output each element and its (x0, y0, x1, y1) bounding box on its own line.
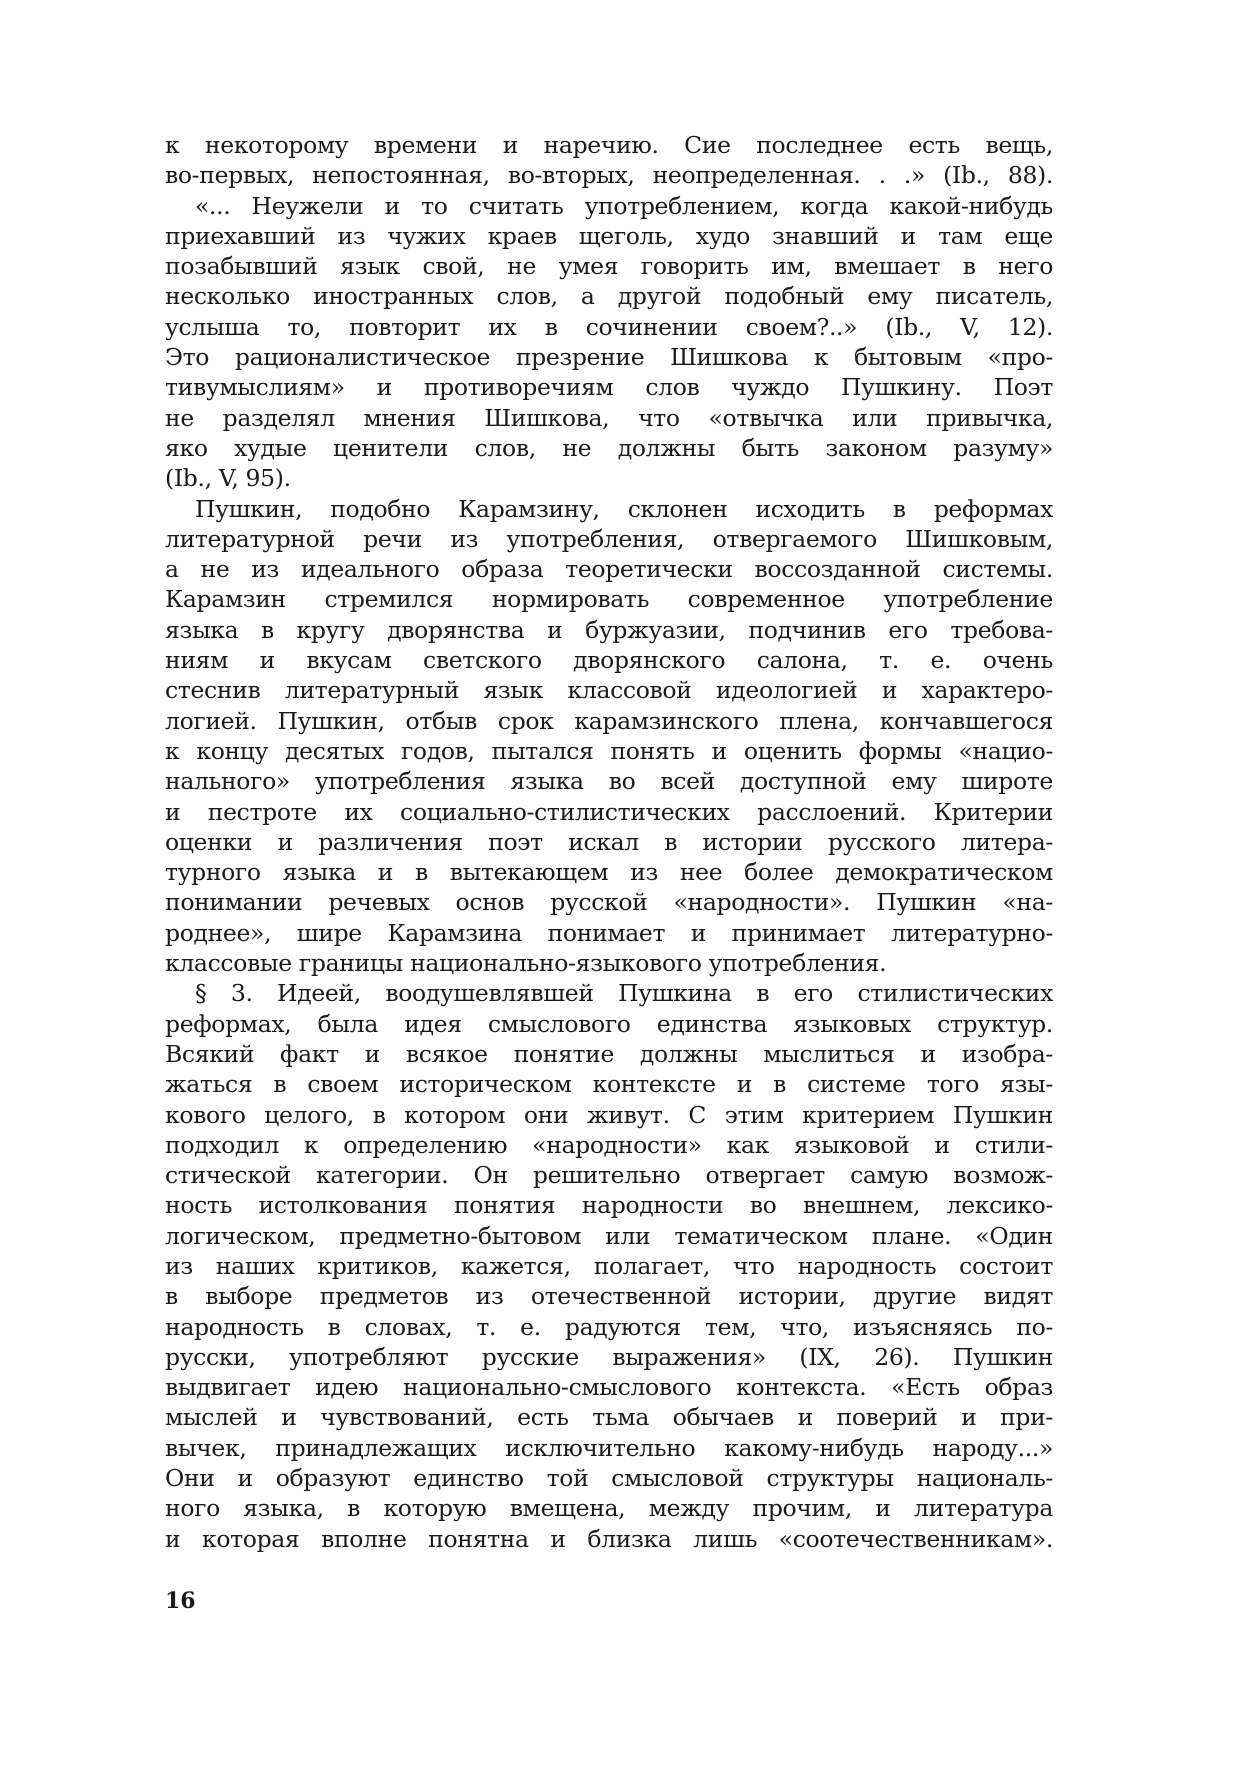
text-line: подходил к определению «народности» как языковой и стили- (165, 1130, 1053, 1159)
text-line: Это рационалистическое презрение Шишкова к бытовым «про- (165, 343, 1053, 372)
text-line: языка в кругу дворянства и буржуазии, подчинив его требова- (165, 615, 1053, 644)
text-line: к концу десятых годов, пытался понять и оценить формы «нацио- (165, 736, 1053, 765)
text-line: и которая вполне понятна и близка лишь «соотечественникам». (165, 1524, 1053, 1553)
paragraph-1 (165, 130, 1053, 191)
text-line: роднее», шире Карамзина понимает и принимает литературно- (165, 918, 1053, 947)
text-line: понимании речевых основ русской «народности». Пушкин «на- (165, 888, 1053, 917)
text-line: оценки и различения поэт искал в истории русского литера- (165, 827, 1053, 856)
text-line: кового целого, в котором они живут. С этим критерием Пушкин (165, 1100, 1053, 1129)
text-line: § 3. Идеей, воодушевлявшей Пушкина в его стилистических (195, 979, 1053, 1008)
text-line: из наших критиков, кажется, полагает, что народность состоит (165, 1251, 1053, 1280)
paragraph-3 (165, 494, 1053, 979)
text-line: жаться в своем историческом контексте и в системе того язы- (165, 1070, 1053, 1099)
text-line: во-первых, непостоянная, во-вторых, неопределенная. . .» (Ib., 88). (165, 161, 1053, 190)
text-line: стической категории. Он решительно отвергает самую возмож- (165, 1161, 1053, 1190)
text-line: а не из идеального образа теоретически воссозданной системы. (165, 555, 1053, 584)
text-line: не разделял мнения Шишкова, что «отвычка или привычка, (165, 403, 1053, 432)
text-line: вычек, принадлежащих исключительно какому-нибудь народу...» (165, 1433, 1053, 1462)
text-line: (Ib., V, 95). (165, 464, 291, 493)
text-line: тивумыслиям» и противоречиям слов чуждо Пушкину. Поэт (165, 373, 1053, 402)
text-line: приехавший из чужих краев щеголь, худо знавший и там еще (165, 221, 1053, 250)
text-line: позабывший язык свой, не умея говорить им, вмешает в него (165, 252, 1053, 281)
page-number: 16 (165, 1588, 196, 1614)
text-line: нального» употребления языка во всей доступной ему широте (165, 767, 1053, 796)
text-line: выдвигает идею национально-смыслового контекста. «Есть образ (165, 1373, 1053, 1402)
paragraph-4 (165, 978, 1053, 1554)
text-line: услыша то, повторит их в сочинении своем?..» (Ib., V, 12). (165, 312, 1053, 341)
page-body (165, 130, 1053, 1554)
text-line: мыслей и чувствований, есть тьма обычаев и поверий и при- (165, 1403, 1053, 1432)
text-line: Всякий факт и всякое понятие должны мыслиться и изобра- (165, 1039, 1053, 1068)
text-line: Они и образуют единство той смысловой структуры националь- (165, 1464, 1053, 1493)
text-line: Пушкин, подобно Карамзину, склонен исходить в реформах (195, 494, 1053, 523)
text-line: народность в словах, т. е. радуются тем, что, изъясняясь по- (165, 1312, 1053, 1341)
text-line: классовые границы национально-языкового употребления. (165, 949, 887, 978)
text-line: в выборе предметов из отечественной истории, другие видят (165, 1282, 1053, 1311)
paragraph-2 (165, 191, 1053, 494)
text-line: логией. Пушкин, отбыв срок карамзинского плена, кончавшегося (165, 706, 1053, 735)
text-line: ность истолкования понятия народности во внешнем, лексико- (165, 1191, 1053, 1220)
text-line: и пестроте их социально-стилистических расслоений. Критерии (165, 797, 1053, 826)
text-line: к некоторому времени и наречию. Сие последнее есть вещь, (165, 131, 1053, 159)
text-line: несколько иностранных слов, а другой подобный ему писатель, (165, 282, 1053, 311)
text-line: ниям и вкусам светского дворянского салона, т. е. очень (165, 646, 1053, 675)
text-line: «... Неужели и то считать употреблением, когда какой-нибудь (195, 191, 1053, 220)
text-line: яко худые ценители слов, не должны быть законом разуму» (165, 433, 1053, 462)
text-line: реформах, была идея смыслового единства языковых структур. (165, 1009, 1053, 1038)
text-line: литературной речи из употребления, отвергаемого Шишковым, (165, 524, 1053, 553)
text-line: Карамзин стремился нормировать современное употребление (165, 585, 1053, 614)
text-line: турного языка и в вытекающем из нее более демократическом (165, 858, 1053, 887)
text-line: русски, употребляют русские выражения» (IX, 26). Пушкин (165, 1342, 1053, 1371)
text-line: ного языка, в которую вмещена, между прочим, и литература (165, 1494, 1053, 1523)
text-line: стеснив литературный язык классовой идеологией и характеро- (165, 676, 1053, 705)
text-line: логическом, предметно-бытовом или тематическом плане. «Один (165, 1221, 1053, 1250)
